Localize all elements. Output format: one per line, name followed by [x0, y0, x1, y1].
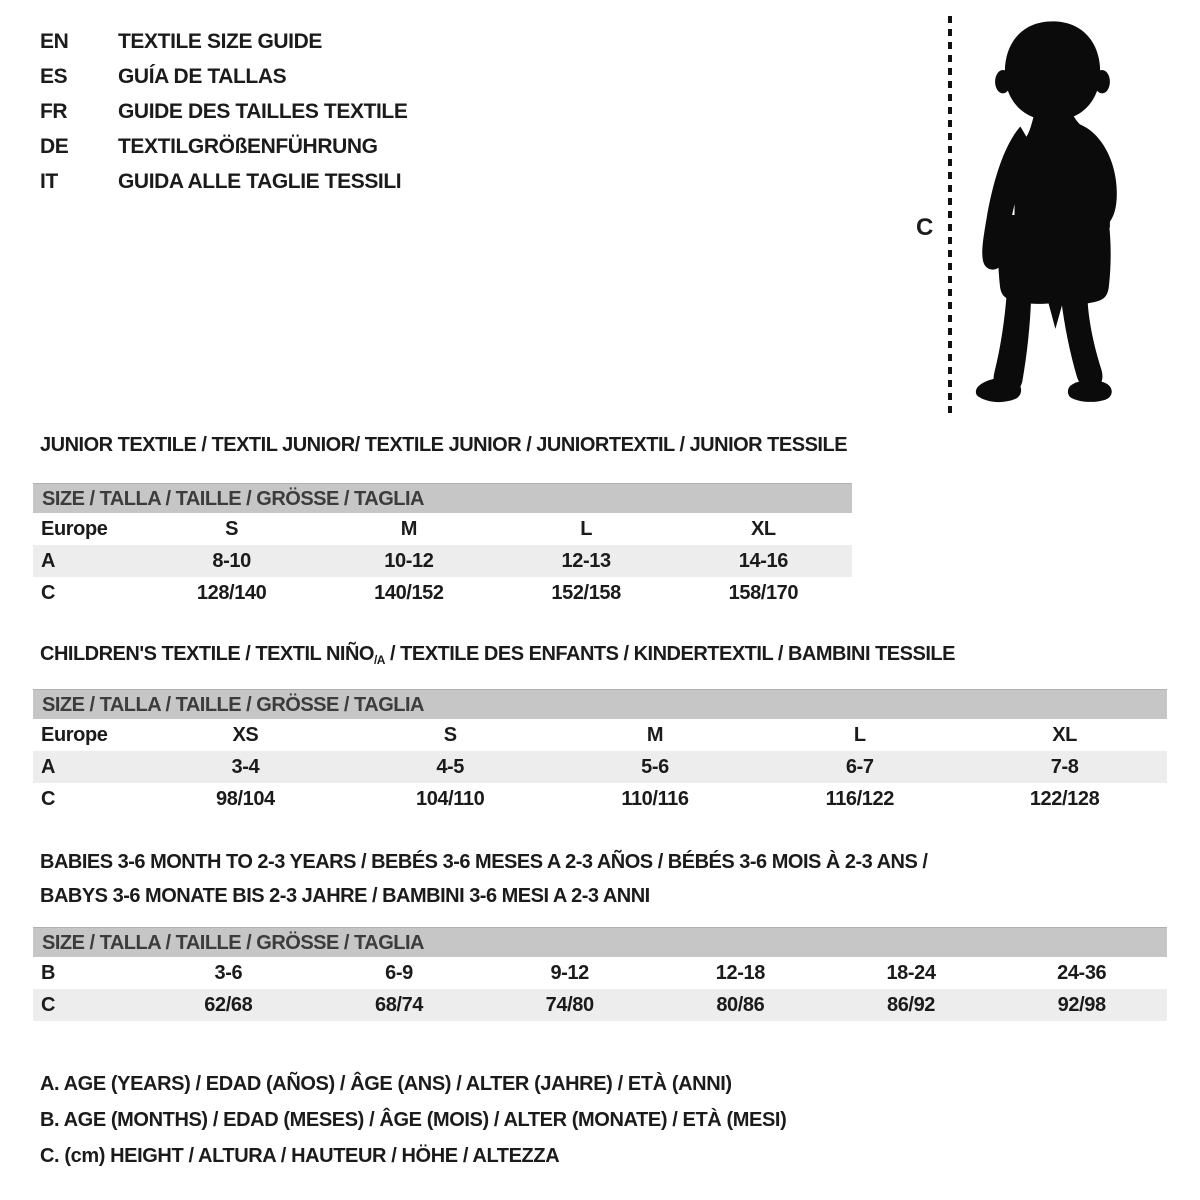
language-title: TEXTILGRÖßENFÜHRUNG: [118, 134, 378, 158]
head: [1005, 21, 1100, 120]
row-label: C: [41, 993, 56, 1016]
value-cell: 74/80: [545, 993, 594, 1016]
value-cell: 14-16: [738, 549, 788, 572]
size-cell: XL: [750, 517, 776, 540]
ear-left: [995, 70, 1011, 93]
language-row-de: [40, 129, 407, 164]
language-code: IT: [40, 169, 58, 193]
legend-line-a: A. AGE (YEARS) / EDAD (AÑOS) / ÂGE (ANS) / ALTER (JAHRE) / ETÀ (ANNI): [40, 1073, 732, 1095]
children-section-heading: [40, 643, 955, 667]
value-cell: 110/116: [621, 787, 689, 810]
foot-right: [1068, 380, 1112, 402]
language-title-list: [40, 24, 407, 199]
babies-heading-line2: BABYS 3-6 MONATE BIS 2-3 JAHRE / BAMBINI 3-6 MESI A 2-3 ANNI: [40, 885, 650, 907]
height-measure-dashed-line: [948, 16, 952, 416]
children-size-table: [33, 689, 1167, 815]
language-code: EN: [40, 29, 69, 53]
language-row-fr: [40, 94, 407, 129]
height-measure-label: C: [916, 214, 934, 241]
size-header-bar: SIZE / TALLA / TAILLE / GRÖSSE / TAGLIA: [33, 689, 1167, 719]
junior-size-table: [33, 483, 852, 609]
size-cell: XL: [1052, 723, 1077, 746]
value-cell: 12-18: [715, 961, 765, 984]
ear-right: [1094, 70, 1110, 93]
row-label: B: [41, 961, 56, 984]
babies-section-heading: [40, 845, 927, 913]
size-cell: M: [646, 723, 664, 746]
measurement-legend: [40, 1066, 786, 1174]
value-cell: 18-24: [886, 961, 936, 984]
value-cell: 6-9: [385, 961, 413, 984]
table-row-height: [33, 783, 1167, 815]
row-label: A: [41, 549, 56, 572]
table-row-months: [33, 957, 1167, 989]
value-cell: 80/86: [716, 993, 765, 1016]
value-cell: 7-8: [1050, 755, 1079, 778]
row-label: A: [41, 755, 56, 778]
size-header-bar: SIZE / TALLA / TAILLE / GRÖSSE / TAGLIA: [33, 483, 852, 513]
value-cell: 116/122: [825, 787, 894, 810]
legend-line-c: C. (cm) HEIGHT / ALTURA / HAUTEUR / HÖHE / ALTEZZA: [40, 1145, 560, 1167]
table-row-age: [33, 751, 1167, 783]
language-code: ES: [40, 64, 68, 88]
value-cell: 92/98: [1057, 993, 1106, 1016]
value-cell: 4-5: [436, 755, 465, 778]
legend-line-b: B. AGE (MONTHS) / EDAD (MESES) / ÂGE (MOIS) / ALTER (MONATE) / ETÀ (MESI): [40, 1109, 787, 1131]
value-cell: 8-10: [212, 549, 251, 572]
table-row-age: [33, 545, 852, 577]
value-cell: 68/74: [374, 993, 424, 1016]
size-cell: L: [580, 517, 593, 540]
babies-heading-line1: BABIES 3-6 MONTH TO 2-3 YEARS / BEBÉS 3-6 MESES A 2-3 AÑOS / BÉBÉS 3-6 MOIS À 2-3 ANS /: [40, 851, 928, 873]
babies-size-table: [33, 927, 1167, 1021]
children-heading-sub: /A: [373, 653, 385, 667]
value-cell: 3-6: [214, 961, 243, 984]
value-cell: 104/110: [415, 787, 485, 810]
language-row-en: [40, 24, 407, 59]
language-title: TEXTILE SIZE GUIDE: [118, 29, 322, 53]
junior-section-heading: JUNIOR TEXTILE / TEXTIL JUNIOR/ TEXTILE JUNIOR / JUNIORTEXTIL / JUNIOR TESSILE: [40, 434, 848, 456]
table-row-height: [33, 989, 1167, 1021]
leg-right: [1061, 300, 1102, 389]
size-header-bar: SIZE / TALLA / TAILLE / GRÖSSE / TAGLIA: [33, 927, 1167, 957]
value-cell: 3-4: [231, 755, 260, 778]
language-title: GUIDA ALLE TAGLIE TESSILI: [118, 169, 402, 193]
value-cell: 158/170: [728, 581, 799, 604]
table-row-europe: [33, 719, 1167, 751]
language-title: GUIDE DES TAILLES TEXTILE: [118, 99, 408, 123]
children-heading-text: CHILDREN'S TEXTILE / TEXTIL NIÑO: [40, 643, 374, 665]
row-label: C: [41, 787, 56, 810]
children-heading-text: / TEXTILE DES ENFANTS / KINDERTEXTIL / BAMBINI TESSILE: [384, 643, 955, 665]
language-title: GUÍA DE TALLAS: [118, 64, 287, 88]
value-cell: 122/128: [1029, 787, 1100, 810]
row-label: Europe: [41, 517, 108, 540]
size-cell: S: [443, 723, 457, 746]
value-cell: 140/152: [374, 581, 444, 604]
size-cell: XS: [232, 723, 259, 746]
table-row-europe: [33, 513, 852, 545]
value-cell: 6-7: [845, 755, 874, 778]
size-cell: S: [225, 517, 239, 540]
language-row-es: [40, 59, 407, 94]
value-cell: 12-13: [561, 549, 611, 572]
value-cell: 9-12: [550, 961, 589, 984]
language-code: FR: [40, 99, 68, 123]
value-cell: 62/68: [204, 993, 253, 1016]
language-code: DE: [40, 134, 69, 158]
table-row-height: [33, 577, 852, 609]
value-cell: 128/140: [196, 581, 267, 604]
value-cell: 24-36: [1057, 961, 1107, 984]
value-cell: 5-6: [641, 755, 669, 778]
foot-left: [976, 378, 1021, 402]
value-cell: 152/158: [551, 581, 621, 604]
toddler-silhouette-icon: [962, 14, 1142, 416]
value-cell: 10-12: [384, 549, 434, 572]
row-label: C: [41, 581, 56, 604]
value-cell: 86/92: [886, 993, 936, 1016]
value-cell: 98/104: [216, 787, 275, 810]
size-cell: L: [853, 723, 866, 746]
language-row-it: [40, 164, 407, 199]
size-cell: M: [400, 517, 417, 540]
row-label: Europe: [41, 723, 108, 746]
